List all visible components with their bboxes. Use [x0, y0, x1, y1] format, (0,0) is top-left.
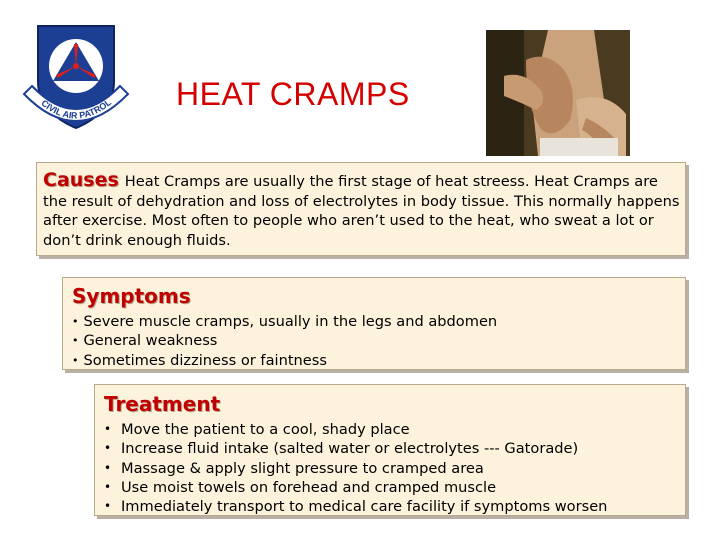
civil-air-patrol-logo	[20, 20, 132, 132]
list-item: • General weakness	[72, 331, 685, 350]
causes-heading: Causes	[43, 169, 119, 191]
treatment-box	[94, 384, 686, 516]
page-title: HEAT CRAMPS	[176, 76, 410, 112]
list-item: • Move the patient to a cool, shady place	[104, 420, 685, 439]
treatment-heading: Treatment	[104, 392, 221, 416]
list-item: • Increase fluid intake (salted water or electrolytes --- Gatorade)	[104, 439, 685, 458]
treatment-list	[104, 420, 685, 516]
causes-paragraph	[43, 171, 685, 250]
symptoms-heading: Symptoms	[72, 284, 191, 308]
symptoms-list	[72, 312, 685, 370]
list-item: • Massage & apply slight pressure to cramped area	[104, 459, 685, 478]
logo-text: CIVIL AIR PATROL	[39, 97, 114, 121]
list-item: • Immediately transport to medical care facility if symptoms worsen	[104, 497, 685, 516]
symptoms-box	[62, 277, 686, 370]
list-item: • Sometimes dizziness or faintness	[72, 351, 685, 370]
list-item: • Severe muscle cramps, usually in the legs and abdomen	[72, 312, 685, 331]
causes-box	[36, 162, 686, 256]
list-item: • Use moist towels on forehead and cramped muscle	[104, 478, 685, 497]
causes-text: Heat Cramps are usually the first stage of heat streess. Heat Cramps are the result of dehydration and loss of electrolytes in body tissue. This normally happens after exercise. Most often to people who aren’t used to the heat, who sweat a lot or don’t drink enough fluids.	[43, 173, 680, 249]
photo-leg-cramp	[486, 30, 630, 156]
